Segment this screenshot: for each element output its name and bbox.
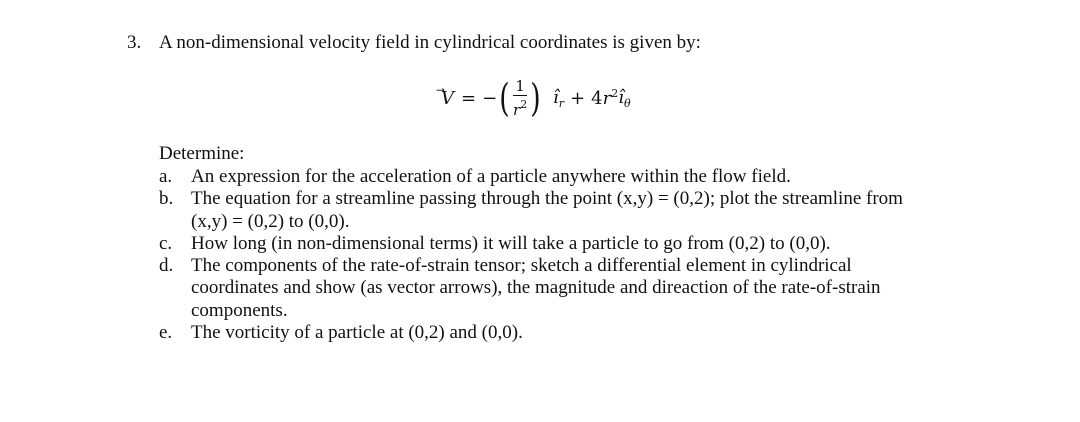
velocity-equation [440, 72, 631, 124]
radius-term: $r^2$ [602, 87, 619, 109]
item-label: b. [159, 188, 174, 210]
problem-statement [127, 31, 701, 55]
open-paren: ( [499, 76, 510, 120]
determine-label: Determine: [159, 143, 245, 164]
list-item [159, 322, 939, 344]
velocity-vector-symbol: V [441, 87, 454, 109]
plus-sign: + [570, 87, 586, 109]
item-text: An expression for the acceleration of a particle anywhere within the flow field. [191, 166, 791, 187]
list-item [159, 233, 939, 255]
unit-vector-r: $î_r$ [553, 86, 565, 110]
list-item [159, 166, 939, 188]
equals-sign: = [461, 87, 477, 109]
coefficient: 4 [591, 87, 603, 109]
close-paren: ) [530, 76, 541, 120]
item-text: How long (in non-dimensional terms) it will take a particle to go from (0,2) to (0,0). [191, 232, 831, 254]
list-item [159, 255, 939, 322]
item-label: e. [159, 322, 173, 344]
unit-vector-theta: $î_\theta$ [618, 86, 631, 110]
problem-text: A non-dimensional velocity field in cylindrical coordinates is given by: [159, 32, 701, 53]
item-label: d. [159, 255, 174, 277]
minus-sign: − [482, 87, 498, 109]
item-text: The equation for a streamline passing through the point (x,y) = (0,2); plot the streamline from (x,y) = (0,2) to (0,0). [191, 188, 903, 232]
fraction-denominator: $r^2$ [513, 97, 528, 119]
problem-number: 3. [127, 32, 142, 53]
fraction-numerator: 1 [515, 76, 525, 95]
item-text: The components of the rate-of-strain tensor; sketch a differential element in cylindrical coordinates and show (as vector arrows), the magnitude and direaction of the rate-of-strain components. [191, 255, 881, 321]
list-item [159, 188, 939, 233]
item-text: The vorticity of a particle at (0,2) and (0,0). [191, 322, 523, 344]
fraction [513, 78, 527, 119]
item-label: c. [159, 232, 173, 254]
task-list [159, 166, 939, 344]
item-label: a. [159, 166, 173, 187]
